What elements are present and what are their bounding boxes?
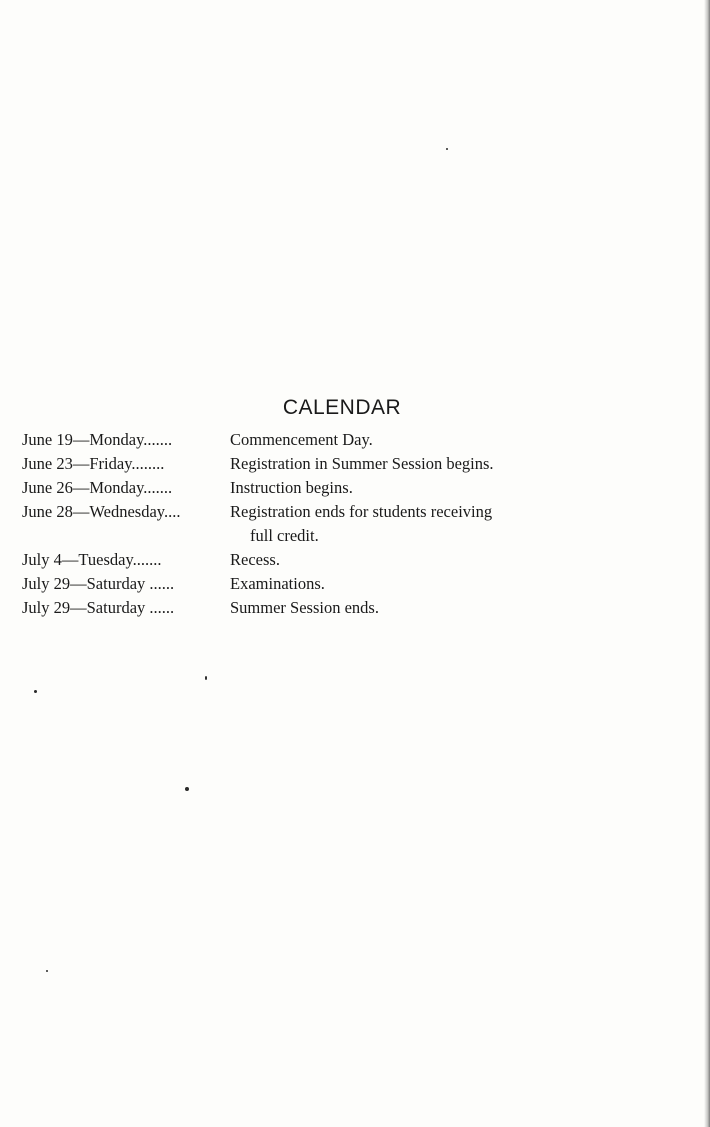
- calendar-entry: [22, 476, 602, 500]
- print-speck: [34, 690, 37, 693]
- entry-date: July 4—Tuesday.......: [22, 550, 162, 569]
- entry-event-block: [230, 500, 602, 548]
- print-speck: [185, 787, 189, 791]
- calendar-entry: [22, 452, 602, 476]
- print-speck: [446, 148, 448, 150]
- entry-date: June 23—Friday........: [22, 454, 165, 473]
- entry-event: Instruction begins.: [230, 478, 353, 497]
- entry-date: July 29—Saturday ......: [22, 574, 175, 593]
- entry-event: Summer Session ends.: [230, 598, 379, 617]
- entry-date: June 28—Wednesday....: [22, 502, 181, 521]
- print-speck: [205, 676, 207, 680]
- entry-date: July 29—Saturday ......: [22, 598, 175, 617]
- entry-event: Registration ends for students receiving: [230, 502, 493, 521]
- calendar-entry: [22, 428, 602, 452]
- calendar-entry: [22, 572, 602, 596]
- print-speck: [46, 970, 48, 972]
- entry-event: Examinations.: [230, 574, 325, 593]
- calendar-entry: [22, 548, 602, 572]
- page-edge-shadow: [704, 0, 710, 1127]
- entry-date: June 19—Monday.......: [22, 430, 173, 449]
- entry-date: June 26—Monday.......: [22, 478, 173, 497]
- entry-event-continuation: full credit.: [250, 526, 319, 545]
- calendar-section: [22, 396, 602, 620]
- entry-event: Recess.: [230, 550, 280, 569]
- calendar-entry: [22, 596, 602, 620]
- entry-event: Registration in Summer Session begins.: [230, 454, 494, 473]
- entry-event: Commencement Day.: [230, 430, 373, 449]
- calendar-title: CALENDAR: [282, 396, 402, 419]
- calendar-entry: [22, 500, 602, 548]
